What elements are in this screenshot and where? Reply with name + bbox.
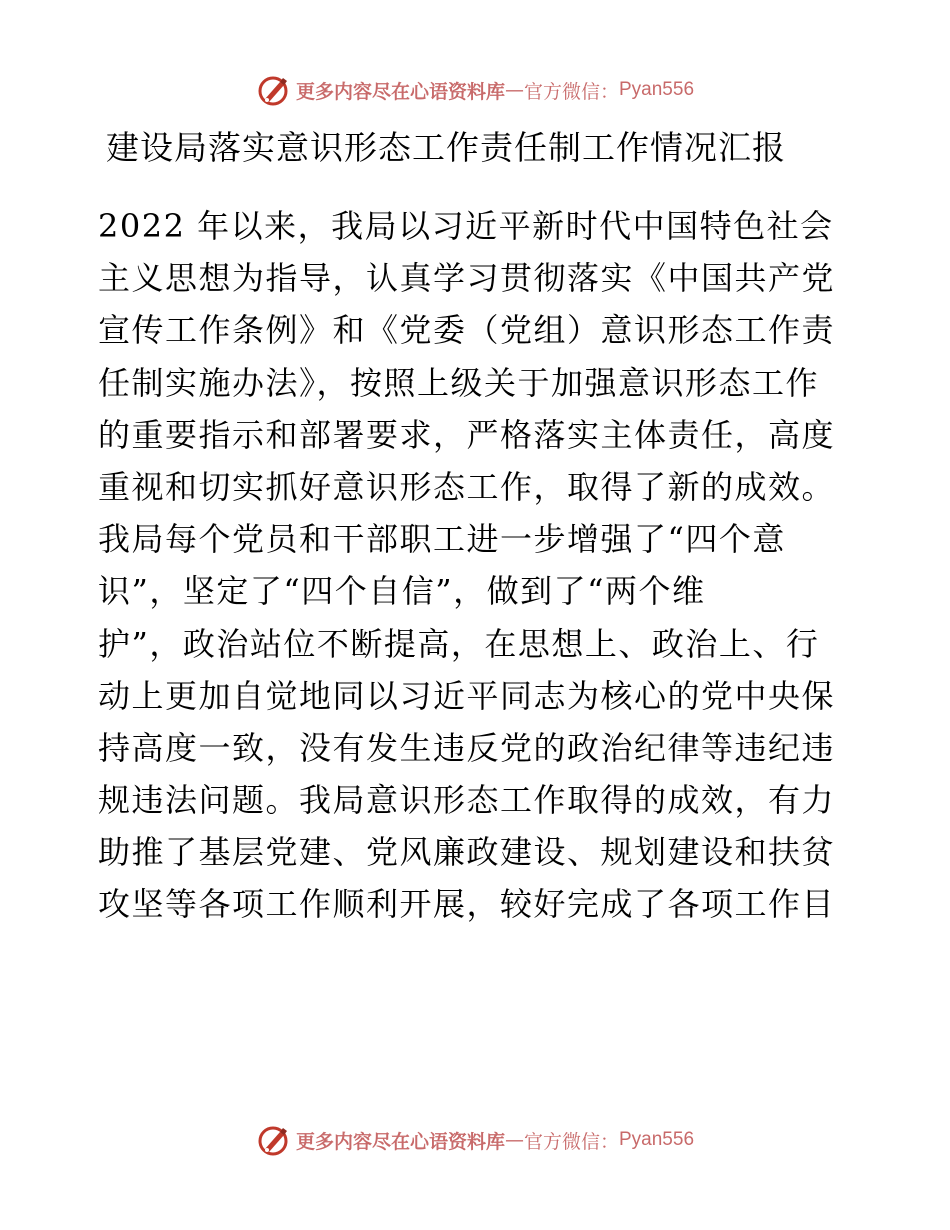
body-line: 重视和切实抓好意识形态工作，取得了新的成效。 bbox=[98, 467, 836, 506]
banner-wechat-label: 官方微信： bbox=[523, 1130, 619, 1153]
body-line: 持高度一致，没有发生违反党的政治纪律等违纪违 bbox=[98, 728, 836, 767]
body-line: 识”，坚定了“四个自信”，做到了“两个维 bbox=[98, 572, 706, 611]
banner-wechat-id: Pyan556 bbox=[619, 1129, 695, 1150]
body-line: 任制实施办法》，按照上级关于加强意识形态工作 bbox=[98, 363, 820, 402]
footer-watermark-banner bbox=[0, 1120, 950, 1160]
body-line: 主义思想为指导，认真学习贯彻落实《中国共产党 bbox=[98, 259, 836, 298]
body-line: 规违法问题。我局意识形态工作取得的成效，有力 bbox=[98, 781, 836, 820]
pen-logo-icon bbox=[256, 73, 290, 107]
banner-dash: — bbox=[504, 1129, 524, 1151]
document-title: 建设局落实意识形态工作责任制工作情况汇报 bbox=[106, 128, 786, 167]
body-line: 动上更加自觉地同以习近平同志为核心的党中央保 bbox=[98, 676, 836, 715]
body-line: 的重要指示和部署要求，严格落实主体责任，高度 bbox=[98, 415, 836, 454]
body-line: 护”，政治站位不断提高，在思想上、政治上、行 bbox=[98, 624, 820, 663]
banner-main-text: 更多内容尽在心语资料库 bbox=[295, 80, 505, 103]
body-line: 攻坚等各项工作顺利开展，较好完成了各项工作目 bbox=[98, 885, 836, 924]
document-body bbox=[98, 200, 850, 931]
body-line: 我局每个党员和干部职工进一步增强了“四个意 bbox=[98, 520, 786, 559]
banner-wechat-label: 官方微信： bbox=[523, 80, 619, 103]
banner-main-text: 更多内容尽在心语资料库 bbox=[295, 1130, 505, 1153]
banner-wechat-id: Pyan556 bbox=[619, 79, 695, 100]
header-watermark-banner bbox=[0, 70, 950, 110]
banner-dash: — bbox=[504, 79, 524, 101]
body-line: 助推了基层党建、党风廉政建设、规划建设和扶贫 bbox=[98, 833, 836, 872]
pen-logo-icon bbox=[256, 1123, 290, 1157]
body-line: 2022 年以来，我局以习近平新时代中国特色社会 bbox=[98, 207, 834, 245]
body-line: 宣传工作条例》和《党委（党组）意识形态工作责 bbox=[98, 311, 836, 350]
